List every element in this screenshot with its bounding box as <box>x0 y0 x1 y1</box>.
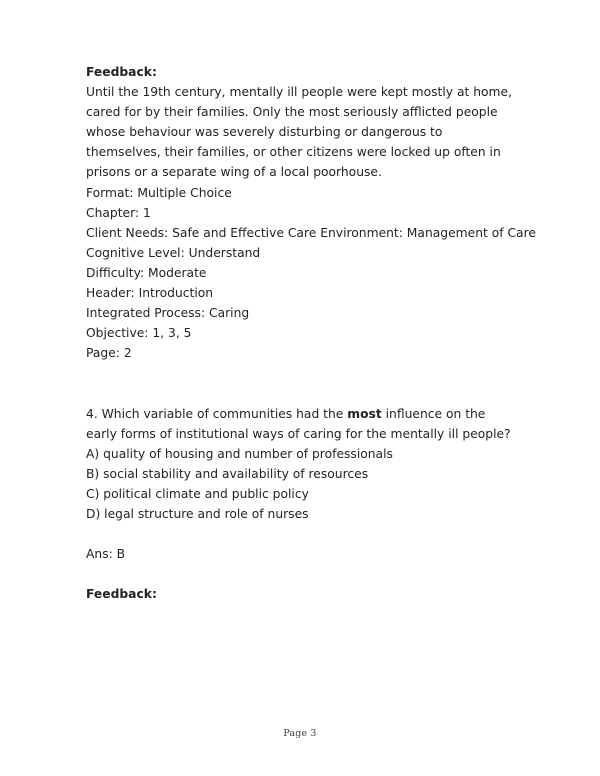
option-b: B) social stability and availability of resources <box>86 466 369 481</box>
option-c: C) political climate and public policy <box>86 486 309 501</box>
metadata-integrated-process: Integrated Process: Caring <box>86 306 250 321</box>
metadata-chapter: Chapter: 1 <box>86 205 151 220</box>
document-content <box>86 62 536 605</box>
question-stem <box>86 404 518 444</box>
metadata-difficulty: Difficulty: Moderate <box>86 265 207 280</box>
question-stem-part-1: 4. Which variable of communities had the <box>86 406 348 421</box>
feedback-paragraph-top: Until the 19th century, mentally ill people were kept mostly at home, cared for by their families. Only the most seriously afflicted people whose behaviour was severely disturbing or dangerous to themselves, their families, or other citizens were locked up often in prisons or a separate wing of a local poorhouse. <box>86 85 513 180</box>
feedback-heading-bottom: Feedback: <box>86 587 157 602</box>
feedback-spacer <box>86 564 518 584</box>
metadata-objective: Objective: 1, 3, 5 <box>86 326 192 341</box>
metadata-header: Header: Introduction <box>86 286 214 301</box>
option-a: A) quality of housing and number of professionals <box>86 446 393 461</box>
answer-spacer <box>86 524 518 544</box>
question-stem-part-2: influence on the early forms of institutional ways of caring for the mentally ill people? <box>86 406 511 441</box>
section-spacer <box>86 363 518 403</box>
page-footer: Page 3 <box>283 728 317 739</box>
question-metadata-list <box>86 183 536 364</box>
answer-line: Ans: B <box>86 547 126 562</box>
question-emphasis-most: most <box>347 406 382 421</box>
feedback-heading-top: Feedback: <box>86 65 157 79</box>
metadata-page: Page: 2 <box>86 346 132 361</box>
metadata-format: Format: Multiple Choice <box>86 185 232 200</box>
metadata-client-needs: Client Needs: Safe and Effective Care Environment: Management of Care <box>86 225 536 240</box>
metadata-cognitive-level: Cognitive Level: Understand <box>86 245 261 260</box>
question-options-list <box>86 444 518 524</box>
option-d: D) legal structure and role of nurses <box>86 507 309 522</box>
